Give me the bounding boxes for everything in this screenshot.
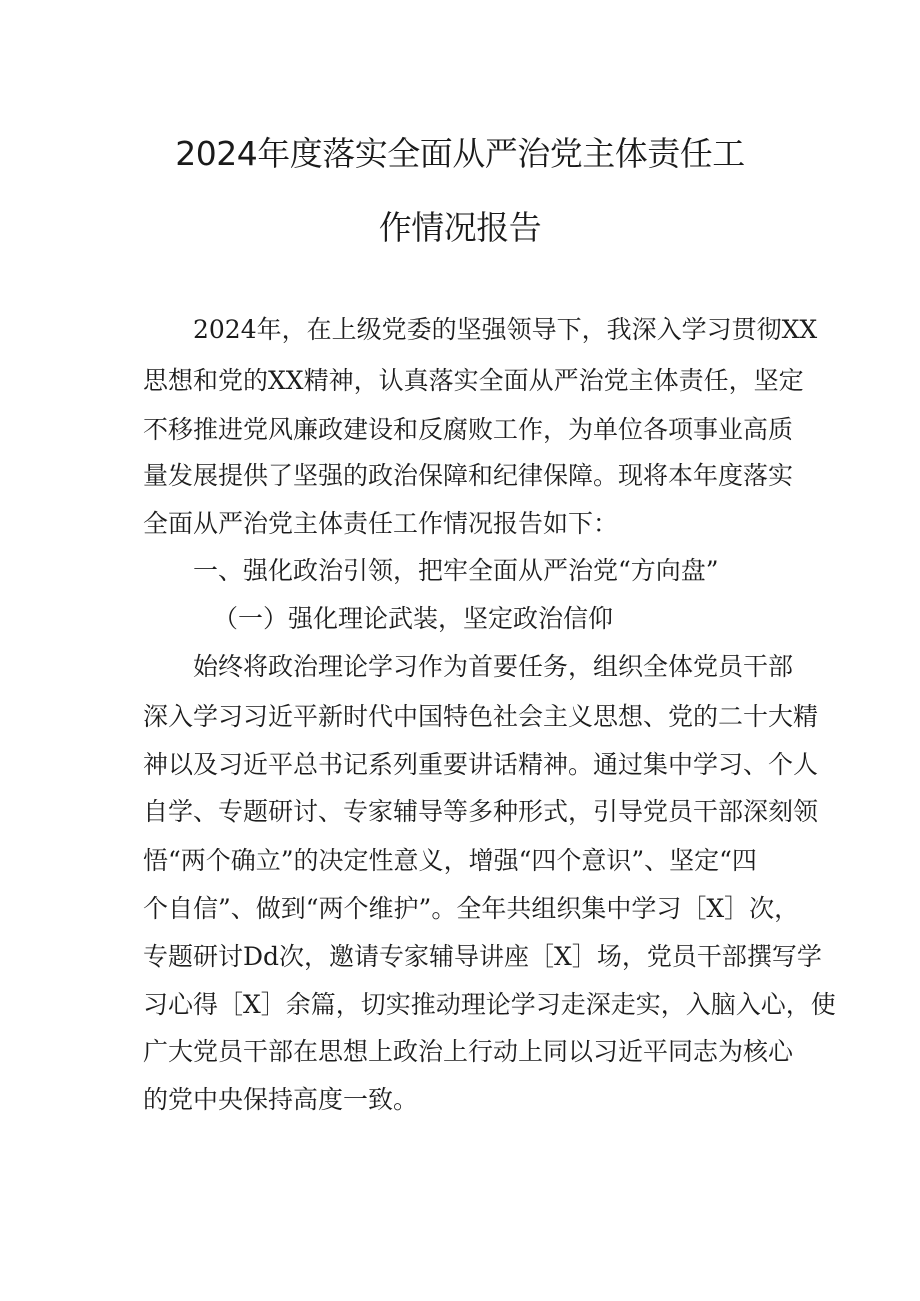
paragraph-line: 自学、专题研讨、专家辅导等多种形式，引导党员干部深刻领 — [143, 797, 819, 826]
paragraph-line: 不移推进党风廉政建设和反腐败工作，为单位各项事业高质 — [143, 415, 794, 444]
paragraph-line: 专题研讨Dd次，邀请专家辅导讲座［X］场，党员干部撰写学 — [143, 942, 822, 971]
paragraph-line: 深入学习习近平新时代中国特色社会主义思想、党的二十大精 — [143, 702, 819, 731]
paragraph-line: 的党中央保持高度一致。 — [143, 1085, 419, 1114]
paragraph-line: 悟“两个确立”的决定性意义，增强“四个意识”、坚定“四 — [143, 846, 757, 875]
paragraph-line: 2024年，在上级党委的坚强领导下，我深入学习贯彻XX — [193, 315, 818, 344]
paragraph-line: 个自信”、做到“两个维护”。全年共组织集中学习［X］次， — [143, 894, 800, 923]
paragraph-line: 始终将政治理论学习作为首要任务，组织全体党员干部 — [193, 652, 794, 681]
subsection-heading: （一）强化理论武装，坚定政治信仰 — [213, 604, 614, 633]
section-heading: 一、强化政治引领，把牢全面从严治党“方向盘” — [193, 556, 719, 585]
document-title-line-1: 2024年度落实全面从严治党主体责任工 — [175, 134, 745, 173]
paragraph-line: 量发展提供了坚强的政治保障和纪律保障。现将本年度落实 — [143, 461, 794, 490]
paragraph-line: 神以及习近平总书记系列重要讲话精神。通过集中学习、个人 — [143, 750, 819, 779]
paragraph-line: 全面从严治党主体责任工作情况报告如下： — [143, 509, 619, 538]
document-title-line-2: 作情况报告 — [378, 208, 542, 247]
paragraph-line: 思想和党的XX精神，认真落实全面从严治党主体责任，坚定 — [143, 366, 804, 395]
paragraph-line: 广大党员干部在思想上政治上行动上同以习近平同志为核心 — [143, 1037, 794, 1066]
paragraph-line: 习心得［X］余篇，切实推动理论学习走深走实，入脑入心，使 — [143, 990, 836, 1019]
